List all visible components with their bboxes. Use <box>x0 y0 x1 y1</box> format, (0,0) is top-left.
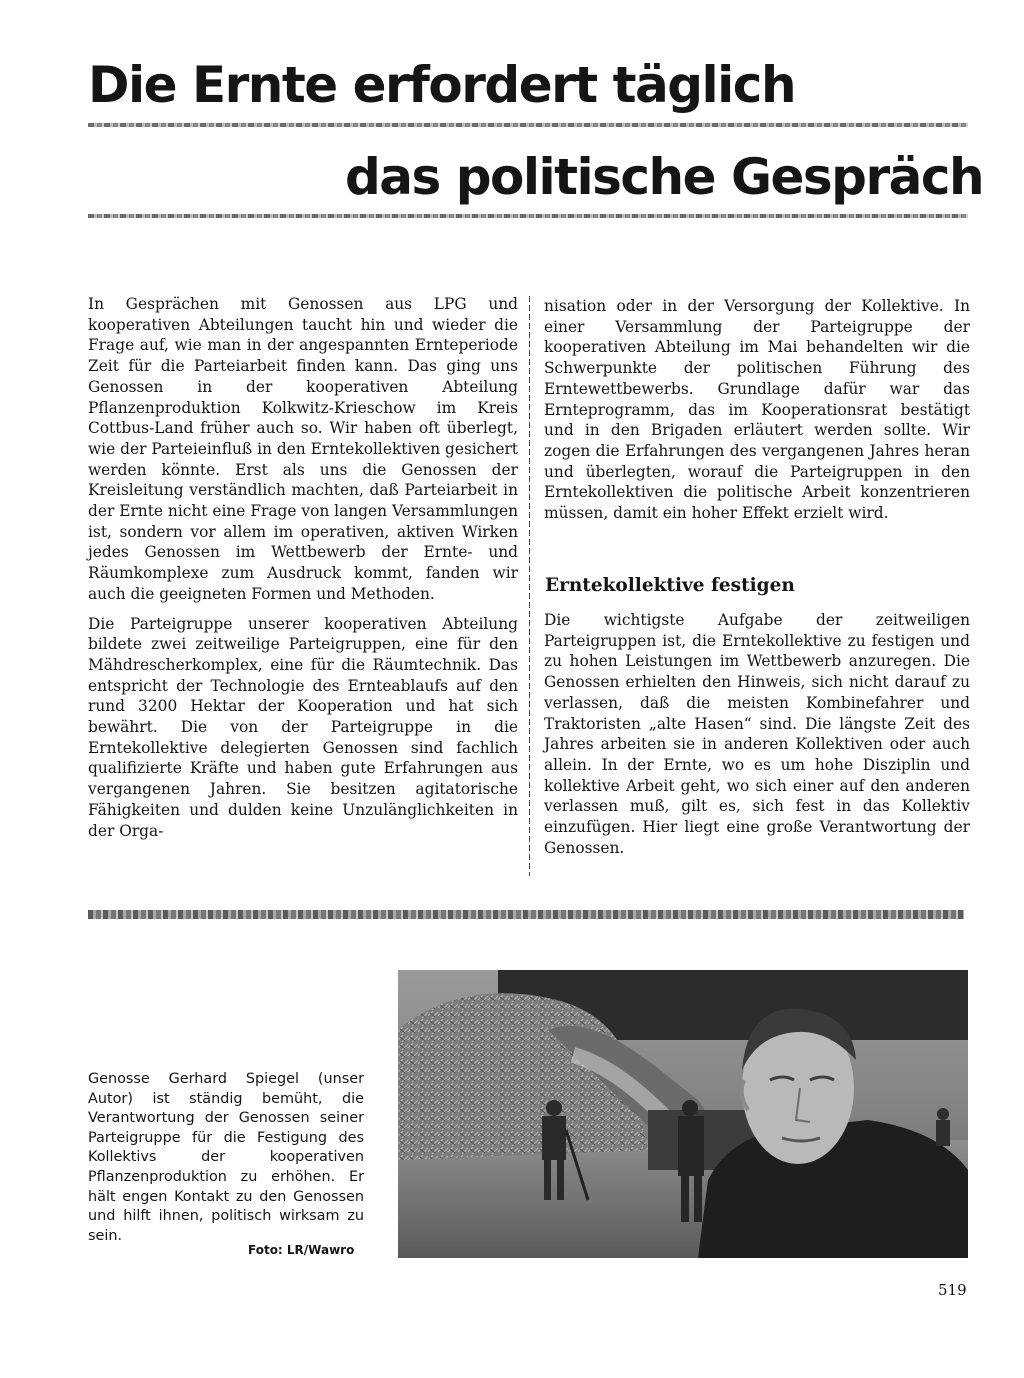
harvest-photo <box>398 970 968 1258</box>
harvest-photo-illustration <box>398 970 968 1258</box>
section-subheading: Erntekollektive festigen <box>545 575 795 596</box>
paragraph: Die wichtigste Aufgabe der zeitweiligen Parteigruppen ist, die Erntekollektive zu festigen und zu hohen Leistungen im Wettbewerb anzuregen. Die Genossen erhielten den Hinweis, sich nicht darauf zu verlassen, daß die meisten Kombinefahrer und Traktoristen „alte Hasen“ sind. Die längste Zeit des Jahres arbeiten sie in anderen Kollektiven oder auch allein. In der Ernte, wo es um hohe Disziplin und kollektive Arbeit geht, wo sich einer auf den anderen verlassen muß, gilt es, sich fest in das Kollektiv einzufügen. Hier liegt eine große Verantwortung der Genossen. <box>544 611 970 857</box>
photo-caption: Genosse Gerhard Spiegel (unser Autor) ist ständig bemüht, die Verantwortung der Genossen seiner Parteigruppe für die Festigung des Kollektivs der kooperativen Pflanzenproduktion zu erhöhen. Er hält engen Kontakt zu den Genossen und hilft ihnen, politisch wirksam zu sein. <box>88 1071 364 1244</box>
headline-line-1: Die Ernte erfordert täglich <box>88 56 796 114</box>
article-right-column-lower <box>544 610 970 867</box>
photo-credit: Foto: LR/Wawro <box>248 1243 355 1257</box>
headline-rule-bottom <box>88 214 968 218</box>
headline-line-2: das politische Gespräch <box>345 148 984 206</box>
paragraph: In Gesprächen mit Genossen aus LPG und kooperativen Abteilungen taucht hin und wieder die Frage auf, wie man in der angespannten Ernteperiode Zeit für die Parteiarbeit finden kann. Das ging uns Genossen in der kooperativen Abteilung Pflanzenproduktion Kolkwitz-Krieschow im Kreis Cottbus-Land früher auch so. Wir haben oft überlegt, wie der Parteieinfluß in den Erntekollektiven gesichert werden könnte. Erst als uns die Genossen der Kreisleitung verständlich machten, daß Parteiarbeit in der Ernte nicht eine Frage von langen Versammlungen ist, sondern vor allem im operativen, aktiven Wirken jedes Genossen im Wettbewerb der Ernte- und Räumkomplexe zum Ausdruck kommt, fanden wir auch die geeigneten Formen und Methoden. <box>88 295 518 603</box>
page-number: 519 <box>938 1281 967 1299</box>
article-right-column <box>544 296 970 533</box>
article-left-column <box>88 294 518 850</box>
section-rule <box>88 910 964 919</box>
headline-rule-top <box>88 123 968 127</box>
paragraph: Die Parteigruppe unserer kooperativen Abteilung bildete zwei zeitweilige Parteigruppen, eine für den Mähdrescherkomplex, eine für die Räumtechnik. Das entspricht der Technologie des Ernteablaufs auf den rund 3200 Hektar der Kooperation und hat sich bewährt. Die von der Parteigruppe in die Erntekollektive delegierten Genossen sind fachlich qualifizierte Kräfte und haben gute Erfahrungen aus vergangenen Jahren. Sie besitzen agitatorische Fähigkeiten und dulden keine Unzulänglichkeiten in der Orga- <box>88 614 518 840</box>
paragraph: nisation oder in der Versorgung der Kollektive. In einer Versammlung der Parteigruppe der kooperativen Abteilung im Mai behandelten wir die Schwerpunkte der politischen Führung des Erntewettbewerbs. Grundlage dafür war das Ernteprogramm, das im Kooperationsrat bestätigt und in den Brigaden erläutert werden sollte. Wir zogen die Erfahrungen des vergangenen Jahres heran und überlegten, worauf die Parteigruppen in den Erntekollektiven die politische Arbeit konzentrieren müssen, damit ein hoher Effekt erzielt wird. <box>544 297 970 523</box>
column-divider <box>529 296 530 876</box>
